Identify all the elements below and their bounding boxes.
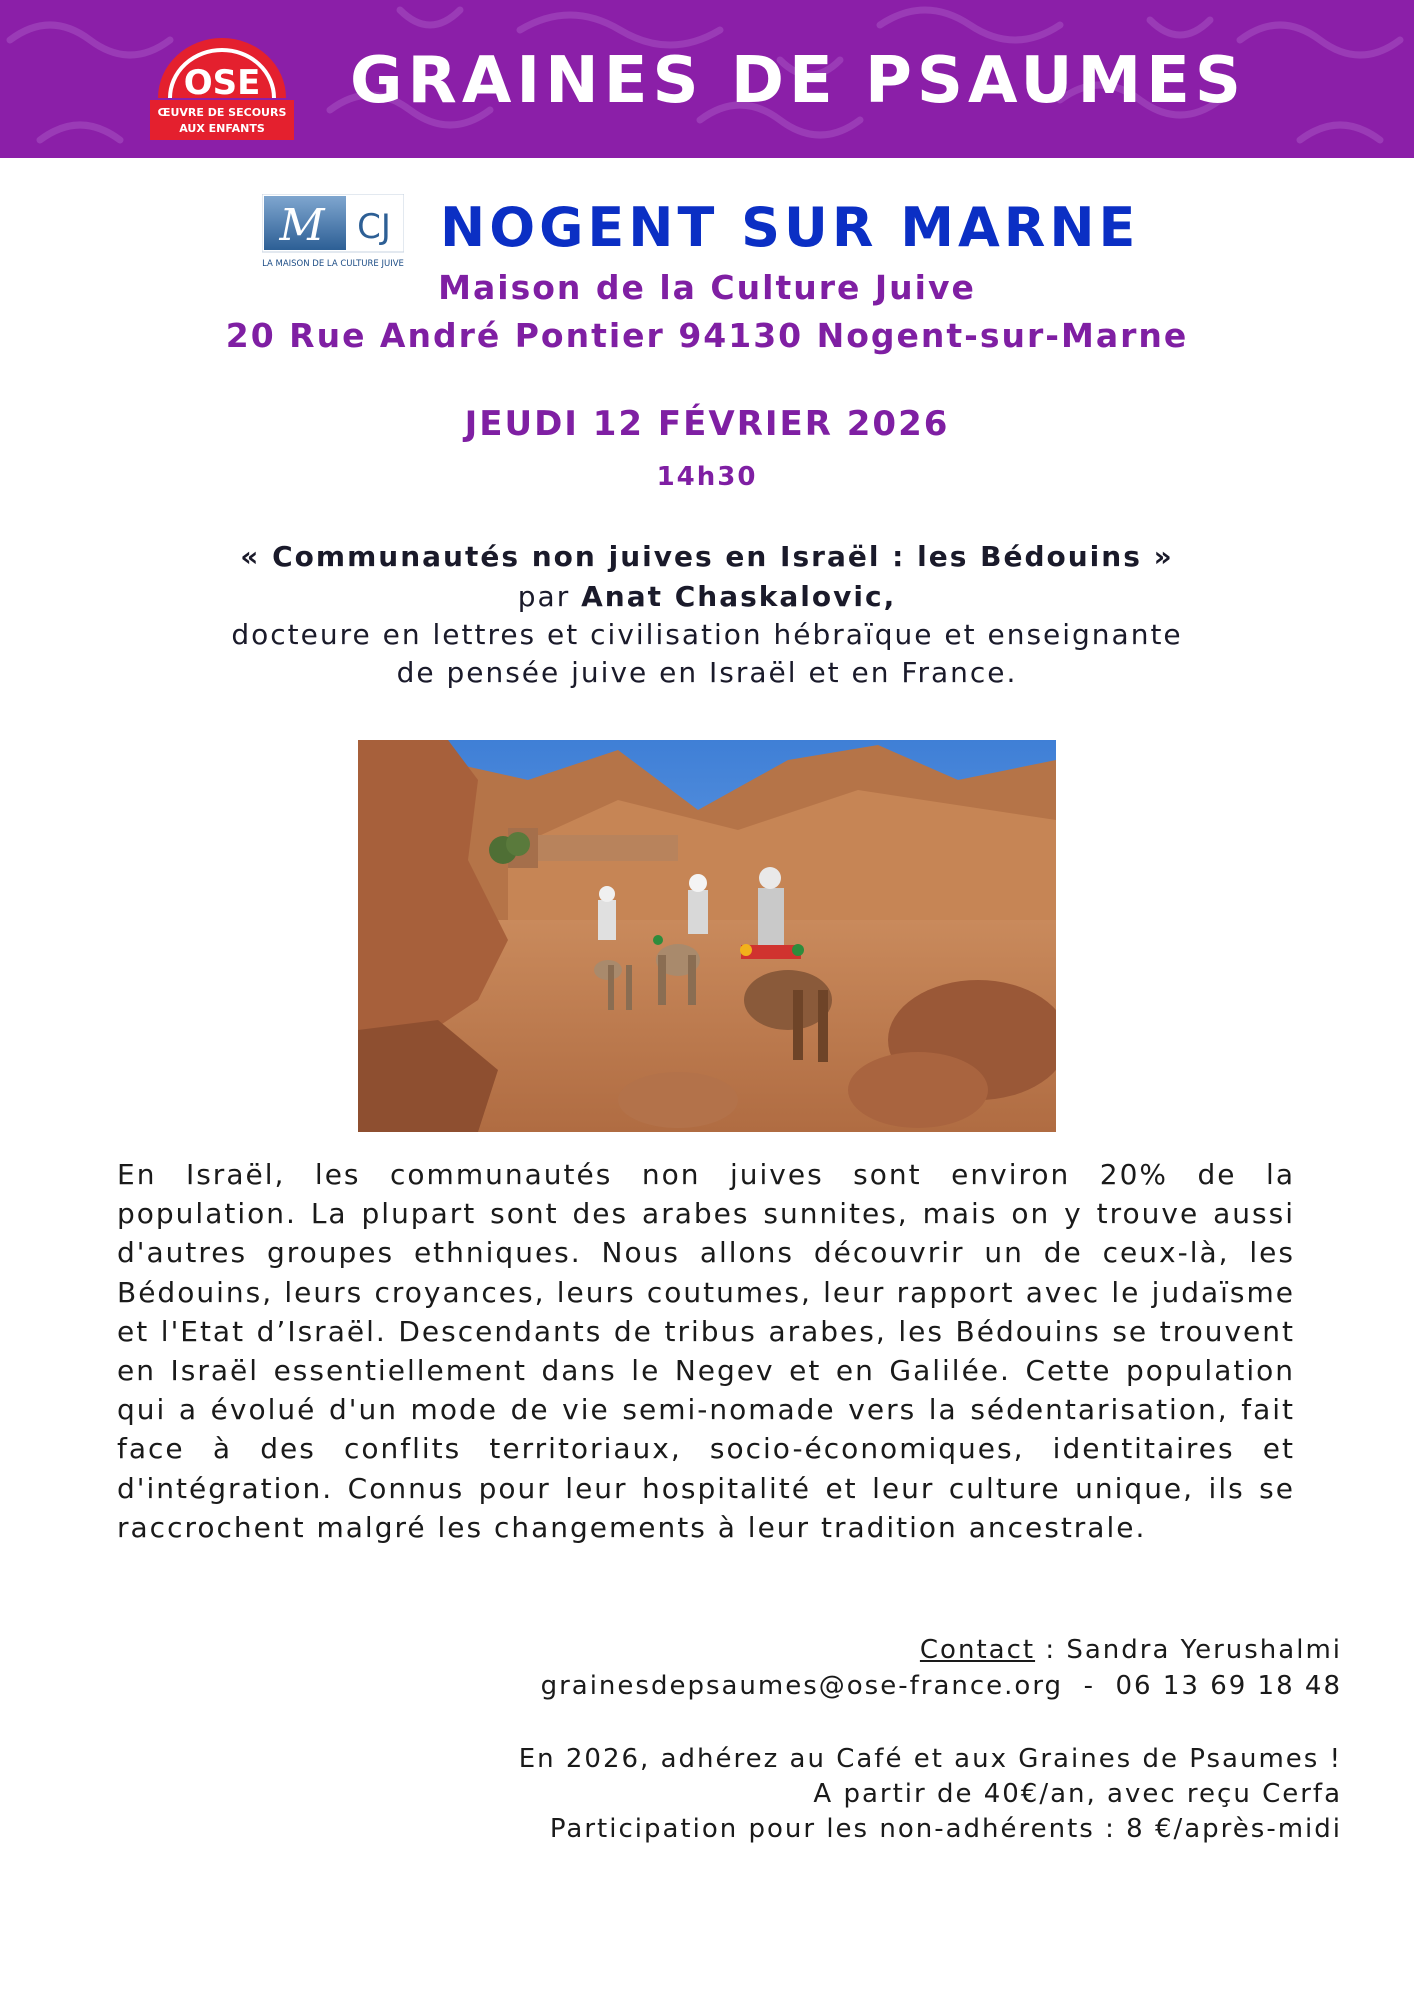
contact-email[interactable]: grainesdepsaumes@ose-france.org	[540, 1671, 1064, 1701]
event-description: En Israël, les communautés non juives sont environ 20% de la population. La plupart sont des arabes sunnites, mais on y trouve aussi d'autres groupes ethniques. Nous allons découvrir un de ceux-là, les Bédouins, leurs croyances, leurs coutumes, leur rapport avec le judaïsme et l'Etat d’Israël. Descendants de tribus arabes, les Bédouins se trouvent en Israël essentiellement dans le Negev et en Galilée. Cette population qui a évolué d'un mode de vie semi-nomade vers la sédentarisation, fait face à des conflits territoriaux, socio-économiques, identitaires et d'intégration. Connus pour leur hospitalité et leur culture unique, ils se raccrochent malgré les changements à leur tradition ancestrale.	[117, 1158, 1295, 1544]
desert-camel-caravan-photo	[358, 740, 1056, 1132]
header-banner	[0, 0, 1414, 158]
membership-line-2: A partir de 40€/an, avec reçu Cerfa	[813, 1779, 1342, 1809]
contact-phone[interactable]: 06 13 69 18 48	[1115, 1671, 1342, 1701]
contact-label: Contact	[919, 1635, 1036, 1665]
membership-line-1: En 2026, adhérez au Café et aux Graines de Psaumes !	[518, 1744, 1342, 1774]
speaker-bio-line-1: docteure en lettres et civilisation hébraïque et enseignante	[231, 618, 1183, 651]
svg-text:AUX ENFANTS: AUX ENFANTS	[179, 122, 265, 135]
event-date: JEUDI 12 FÉVRIER 2026	[464, 404, 950, 444]
speaker-line	[0, 580, 1414, 613]
talk-title: « Communautés non juives en Israël : les Bédouins »	[240, 540, 1174, 573]
svg-text:M: M	[279, 200, 325, 251]
speaker-bio-line-2: de pensée juive en Israël et en France.	[396, 656, 1018, 689]
contact-separator: :	[1035, 1635, 1067, 1665]
event-city: NOGENT SUR MARNE	[440, 196, 1140, 259]
ose-logo	[150, 36, 294, 140]
speaker-prefix: par	[517, 580, 582, 613]
mcj-logo	[262, 194, 404, 272]
contact-dash: -	[1063, 1671, 1116, 1701]
svg-text:LA MAISON DE LA CULTURE JUIVE: LA MAISON DE LA CULTURE JUIVE	[262, 259, 404, 269]
contact-line	[920, 1635, 1342, 1665]
banner-title: GRAINES DE PSAUMES	[350, 44, 1246, 118]
svg-text:CJ: CJ	[357, 207, 391, 247]
contact-email-phone	[541, 1671, 1342, 1701]
event-address: 20 Rue André Pontier 94130 Nogent-sur-Marne	[225, 316, 1189, 355]
contact-name: Sandra Yerushalmi	[1066, 1635, 1342, 1665]
svg-text:OSE: OSE	[183, 63, 261, 103]
speaker-name: Anat Chaskalovic,	[581, 580, 897, 613]
event-time: 14h30	[656, 462, 758, 492]
membership-line-3: Participation pour les non-adhérents : 8 €/après-midi	[549, 1814, 1342, 1844]
svg-text:ŒUVRE DE SECOURS: ŒUVRE DE SECOURS	[157, 106, 287, 119]
event-venue: Maison de la Culture Juive	[438, 268, 976, 307]
